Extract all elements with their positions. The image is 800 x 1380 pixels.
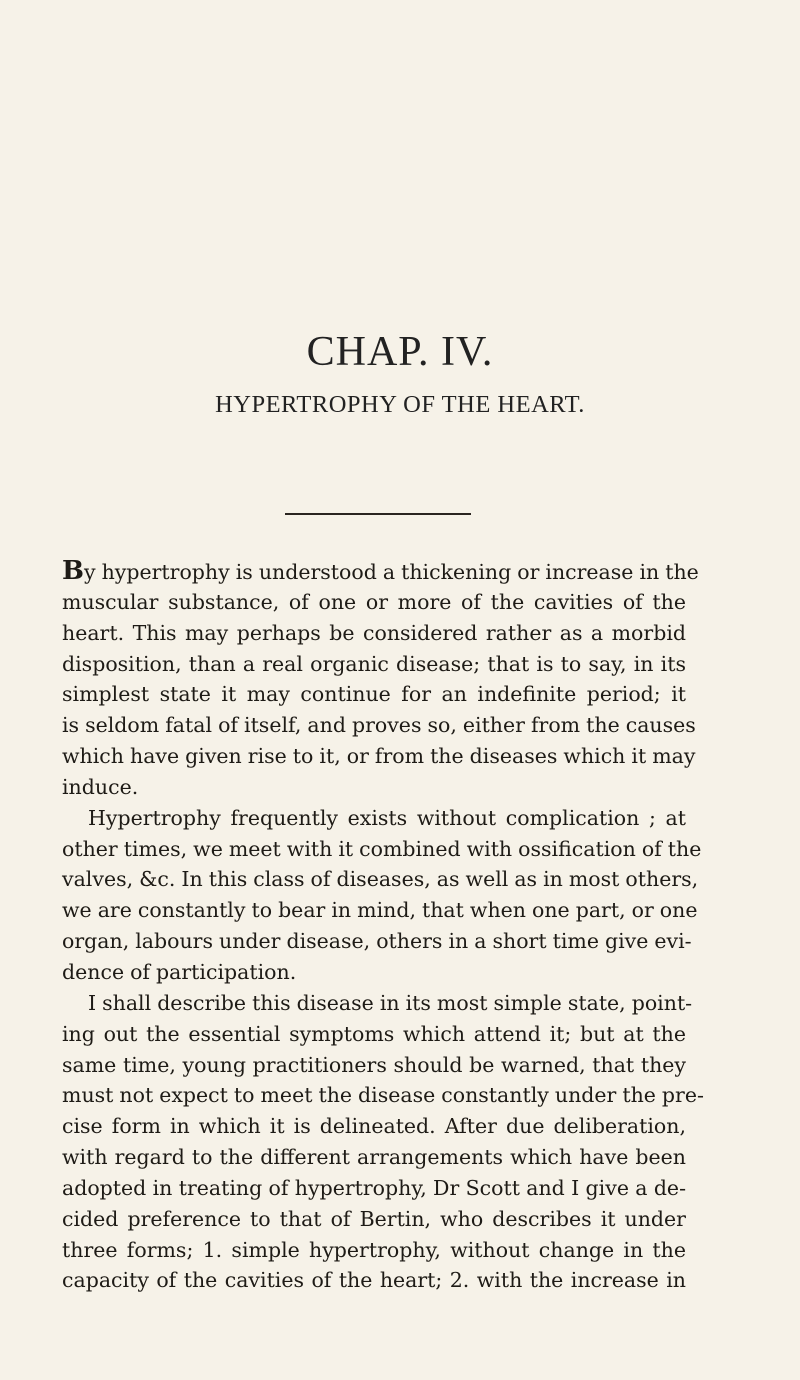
first-line-text: y hypertrophy is understood a thickening or increase in the (83, 560, 699, 584)
text-line: organ, labours under disease, others in a short time give evi- (62, 929, 692, 954)
text-line: with regard to the different arrangements which have been (62, 1145, 686, 1170)
text-line: we are constantly to bear in mind, that when one part, or one (62, 898, 698, 923)
text-line: valves, &c. In this class of diseases, as well as in most others, (62, 867, 699, 892)
text-line: Hypertrophy frequently exists without complication ; at (88, 805, 686, 830)
chapter-heading: CHAP. IV. (306, 329, 494, 375)
text-line: muscular substance, of one or more of the cavities of the (62, 589, 686, 614)
text-line: ing out the essential symptoms which attend it; but at the (62, 1021, 686, 1046)
text-line: which have given rise to it, or from the diseases which it may (62, 744, 696, 769)
text-line: cided preference to that of Bertin, who describes it under (62, 1206, 686, 1231)
text-line: must not expect to meet the disease constantly under the pre- (62, 1083, 704, 1108)
text-line: same time, young practitioners should be warned, that they (62, 1052, 686, 1077)
body-text (62, 556, 704, 1296)
chapter-title: HYPERTROPHY OF THE HEART. (215, 391, 585, 418)
text-line: is seldom fatal of itself, and proves so, either from the causes (62, 713, 696, 738)
title-divider (285, 513, 471, 515)
text-line: simplest state it may continue for an indefinite period; it (62, 682, 686, 707)
text-line (62, 556, 699, 587)
drop-cap: B (62, 556, 84, 586)
text-line: disposition, than a real organic disease; that is to say, in its (62, 651, 686, 676)
text-line: capacity of the cavities of the heart; 2. with the increase in (62, 1268, 686, 1293)
text-line: other times, we meet with it combined with ossification of the (62, 836, 702, 861)
text-line: dence of participation. (62, 959, 297, 984)
text-line: cise form in which it is delineated. After due deliberation, (62, 1114, 686, 1139)
text-line: I shall describe this disease in its most simple state, point- (88, 990, 693, 1015)
text-line: adopted in treating of hypertrophy, Dr Scott and I give a de- (62, 1175, 686, 1200)
text-line: induce. (62, 774, 139, 799)
text-line: heart. This may perhaps be considered rather as a morbid (62, 620, 686, 645)
text-line: three forms; 1. simple hypertrophy, without change in the (62, 1237, 686, 1262)
